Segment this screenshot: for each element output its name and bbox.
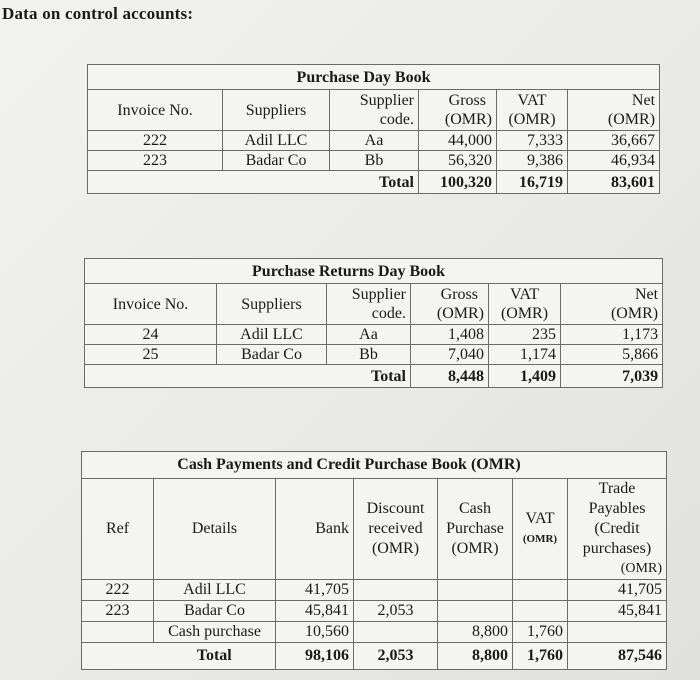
header-bank: Bank [276,479,354,580]
header-net-line2: (OMR) [607,111,656,128]
header-supplier-code-line2: code. [371,305,406,322]
total-gross: 100,320 [419,171,497,194]
header-net [561,284,663,325]
header-vat [489,284,561,325]
total-vat: 1,760 [513,643,568,670]
header-supplier-code-line1: Supplier [359,92,414,109]
table-title: Cash Payments and Credit Purchase Book (OMR) [177,456,521,473]
supplier-cell: Adil LLC [223,131,330,151]
table-title: Purchase Day Book [296,68,431,86]
table-row [88,131,660,151]
header-supplier-code [327,284,411,325]
total-label: Total [154,643,276,670]
header-supplier-code-line2: code. [379,111,414,128]
cash-payments-credit-purchase-book-table [81,451,667,670]
code-cell: Aa [330,131,419,151]
header-trade-line4: purchases) [582,540,652,557]
net-cell: 5,866 [561,345,663,365]
total-net: 83,601 [568,171,660,194]
discount-cell [354,622,438,643]
table-title-row [85,259,663,284]
header-trade-line2: Payables [588,500,646,517]
details-cell: Adil LLC [154,580,276,601]
cash-cell: 8,800 [438,622,513,643]
header-supplier-code-line1: Supplier [351,286,406,303]
total-trade: 87,546 [568,643,667,670]
table-row [82,580,667,601]
header-net-line2: (OMR) [610,305,659,322]
header-vat-line1: VAT [517,92,547,109]
bank-cell: 41,705 [276,580,354,601]
vat-cell: 7,333 [497,131,568,151]
total-vat: 16,719 [497,171,568,194]
header-vat [497,90,568,131]
header-gross-line2: (OMR) [444,111,492,128]
ref-cell: 223 [82,601,154,622]
header-row [82,479,667,580]
total-label: Total [327,365,411,388]
total-bank: 98,106 [276,643,354,670]
purchase-day-book-table [87,64,660,194]
supplier-cell: Badar Co [217,345,327,365]
gross-cell: 44,000 [419,131,497,151]
table-title-row [88,65,660,90]
total-discount: 2,053 [354,643,438,670]
invoice-cell: 25 [85,345,217,365]
header-gross [419,90,497,131]
header-gross-line1: Gross [448,92,486,109]
table-title: Purchase Returns Day Book [252,262,446,280]
invoice-cell: 222 [88,131,223,151]
invoice-cell: 223 [88,151,223,171]
header-invoice: Invoice No. [85,284,217,325]
header-supplier-code [330,90,419,131]
total-label: Total [330,171,419,194]
page-heading: Data on control accounts: [2,4,194,23]
gross-cell: 7,040 [411,345,489,365]
gross-cell: 1,408 [411,325,489,345]
net-cell: 1,173 [561,325,663,345]
header-ref: Ref [82,479,154,580]
total-row [85,365,663,388]
table-row [82,601,667,622]
header-discount [354,479,438,580]
discount-cell: 2,053 [354,601,438,622]
ref-cell [82,622,154,643]
vat-cell: 9,386 [497,151,568,171]
header-net-line1: Net [631,92,656,109]
vat-cell [513,601,568,622]
table-row [85,345,663,365]
header-net-line1: Net [634,286,659,303]
discount-cell [354,580,438,601]
header-gross-line2: (OMR) [436,305,484,322]
table-title-row [82,452,667,479]
header-trade-line1: Trade [598,480,636,497]
cash-cell [438,601,513,622]
header-vat-line2: (OMR) [508,111,556,128]
total-vat: 1,409 [489,365,561,388]
header-row [88,90,660,131]
vat-cell: 1,174 [489,345,561,365]
code-cell: Bb [330,151,419,171]
header-trade-line3: (Credit [594,520,640,537]
vat-cell [513,580,568,601]
invoice-cell: 24 [85,325,217,345]
header-discount-line3: (OMR) [371,540,420,557]
cash-cell [438,580,513,601]
total-row [82,643,667,670]
header-vat-line1: VAT [525,510,555,527]
header-cash-purchase [438,479,513,580]
ref-cell: 222 [82,580,154,601]
header-details: Details [154,479,276,580]
header-trade-payables [568,479,667,580]
header-vat-line2: (OMR) [522,533,558,545]
details-cell: Cash purchase [154,622,276,643]
bank-cell: 10,560 [276,622,354,643]
header-trade-line5: (OMR) [620,561,662,576]
header-suppliers: Suppliers [217,284,327,325]
bank-cell: 45,841 [276,601,354,622]
trade-cell [568,622,667,643]
header-cash-line2: Purchase [446,520,504,537]
code-cell: Aa [327,325,411,345]
header-vat-line1: VAT [509,286,540,303]
trade-cell: 45,841 [568,601,667,622]
vat-cell: 235 [489,325,561,345]
vat-cell: 1,760 [513,622,568,643]
total-gross: 8,448 [411,365,489,388]
table-row [82,622,667,643]
header-row [85,284,663,325]
header-discount-line2: received [368,520,423,537]
header-cash-line3: (OMR) [451,540,499,557]
purchase-returns-day-book-table [84,258,663,388]
table-row [85,325,663,345]
header-discount-line1: Discount [366,500,425,517]
header-suppliers: Suppliers [223,90,330,131]
net-cell: 36,667 [568,131,660,151]
net-cell: 46,934 [568,151,660,171]
total-cash: 8,800 [438,643,513,670]
header-gross [411,284,489,325]
trade-cell: 41,705 [568,580,667,601]
gross-cell: 56,320 [419,151,497,171]
code-cell: Bb [327,345,411,365]
header-cash-line1: Cash [459,500,491,517]
header-vat-line2: (OMR) [500,305,549,322]
header-net [568,90,660,131]
header-gross-line1: Gross [440,286,478,303]
header-invoice: Invoice No. [88,90,223,131]
details-cell: Badar Co [154,601,276,622]
total-row [88,171,660,194]
supplier-cell: Badar Co [223,151,330,171]
supplier-cell: Adil LLC [217,325,327,345]
table-row [88,151,660,171]
total-net: 7,039 [561,365,663,388]
header-vat [513,479,568,580]
